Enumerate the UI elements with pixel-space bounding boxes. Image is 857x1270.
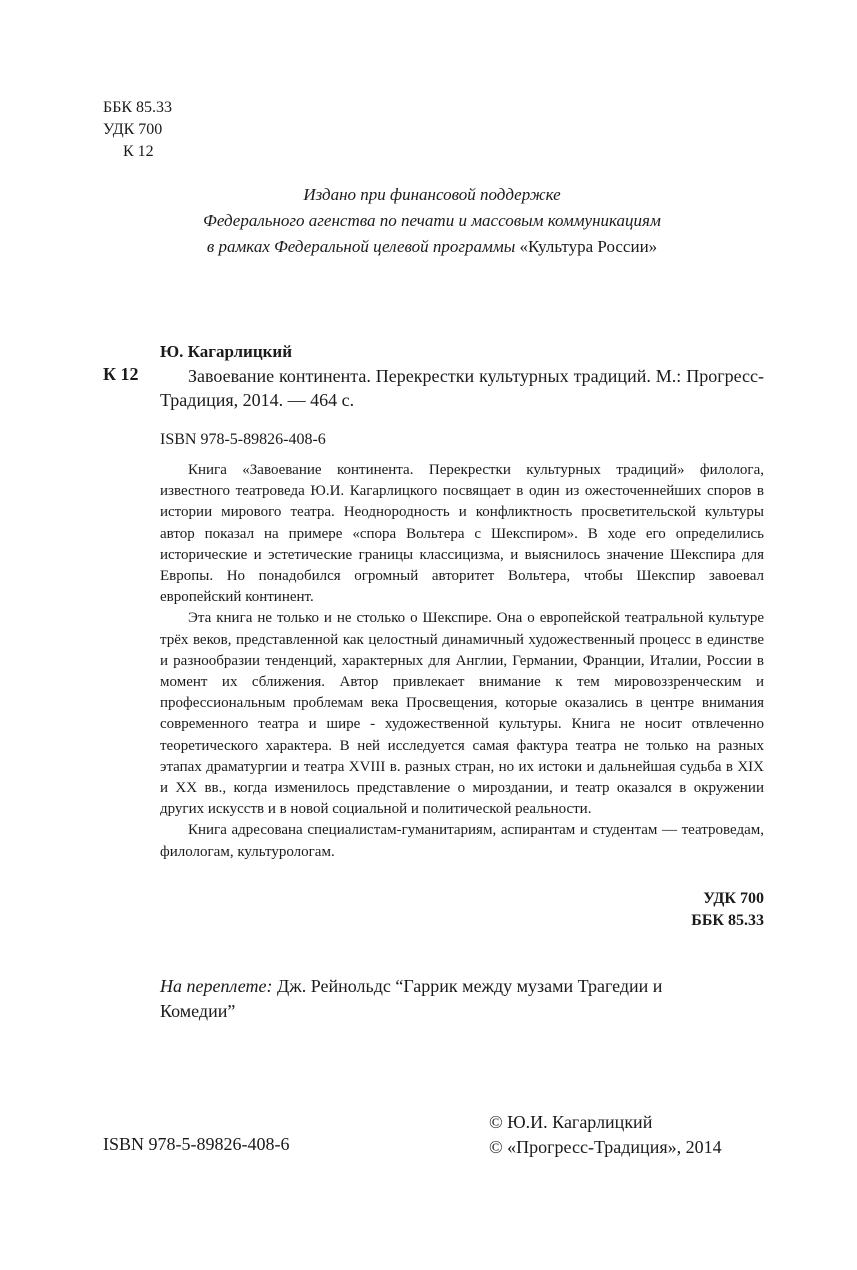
udk-code: УДК 700: [103, 121, 163, 138]
annotation-paragraph: Книга «Завоевание континента. Перекрестки культурных традиций» филолога, известного театроведа Ю.И. Кагарлицкого посвящает в один из ожесточеннейших споров в истории мирового театра. Неоднородность и конфликтность просветительской культуры автор показал на примере «спора Вольтера с Шекспиром». В ходе его определились исторические и эстетические границы классицизма, и выяснилось значение Шекспира для Европы. Но понадобился огромный авторитет Вольтера, чтобы Шекспир завоевал европейский континент.: [160, 462, 764, 606]
udk-code-right: УДК 700: [703, 890, 764, 907]
funding-line-1: Издано при финансовой поддержке: [303, 185, 561, 204]
catalog-marker: К 12: [103, 364, 139, 384]
annotation-paragraph: Книга адресована специалистам-гуманитариям, аспирантам и студентам — театроведам, филологам, культурологам.: [160, 822, 764, 860]
copyright-author: © Ю.И. Кагарлицкий: [489, 1112, 653, 1132]
bbk-code-right: ББК 85.33: [691, 912, 764, 929]
annotation: [160, 460, 764, 863]
funding-program-name: «Культура России»: [519, 237, 658, 256]
funding-note: [100, 182, 764, 260]
funding-line-2: Федерального агенства по печати и массовым коммуникациям: [203, 211, 661, 230]
author-mark: К 12: [123, 143, 154, 160]
isbn-footer: ISBN 978-5-89826-408-6: [103, 1134, 290, 1154]
funding-program-prefix: в рамках Федеральной целевой программы: [206, 237, 516, 256]
cover-label: На переплете:: [160, 976, 273, 996]
cover-text: Дж. Рейнольдс “Гаррик между музами Трагедии и Комедии”: [160, 976, 663, 1021]
classification-codes: [103, 97, 172, 163]
copyright-block: [489, 1110, 722, 1160]
cover-note: [160, 974, 720, 1024]
copyright-publisher: © «Прогресс-Традиция», 2014: [489, 1137, 722, 1157]
funding-line-3: [100, 234, 764, 260]
author-name: Ю. Кагарлицкий: [160, 342, 293, 361]
classification-codes-right: [560, 888, 764, 932]
isbn-record: ISBN 978-5-89826-408-6: [160, 431, 326, 448]
bbk-code: ББК 85.33: [103, 99, 173, 116]
book-title: Завоевание континента. Перекрестки культурных традиций. М.: Прогресс-Традиция, 2014. — 464 с.: [160, 366, 764, 410]
annotation-paragraph: Эта книга не только и не столько о Шекспире. Она о европейской театральной культуре трёх веков, представленной как целостный динамичный художественный процесс в единстве и разнообразии тенденций, характерных для Англии, Германии, Франции, Италии, России в момент их сближения. Автор привлекает внимание к тем мировоззренческим и профессиональным проблемам века Просвещения, которые оказались в центре внимания современного театра и шире - художественной культуры. Книга не носит отвлеченно теоретического характера. В ней исследуется самая фактура театра не только на разных этапах драматургии и театра XVIII в. разных стран, но их истоки и дальнейшая судьба в XIX и XX вв., когда изменилось представление о мироздании, и театр оказался в окружении других искусств и в новой социальной и политической реальности.: [160, 610, 764, 818]
